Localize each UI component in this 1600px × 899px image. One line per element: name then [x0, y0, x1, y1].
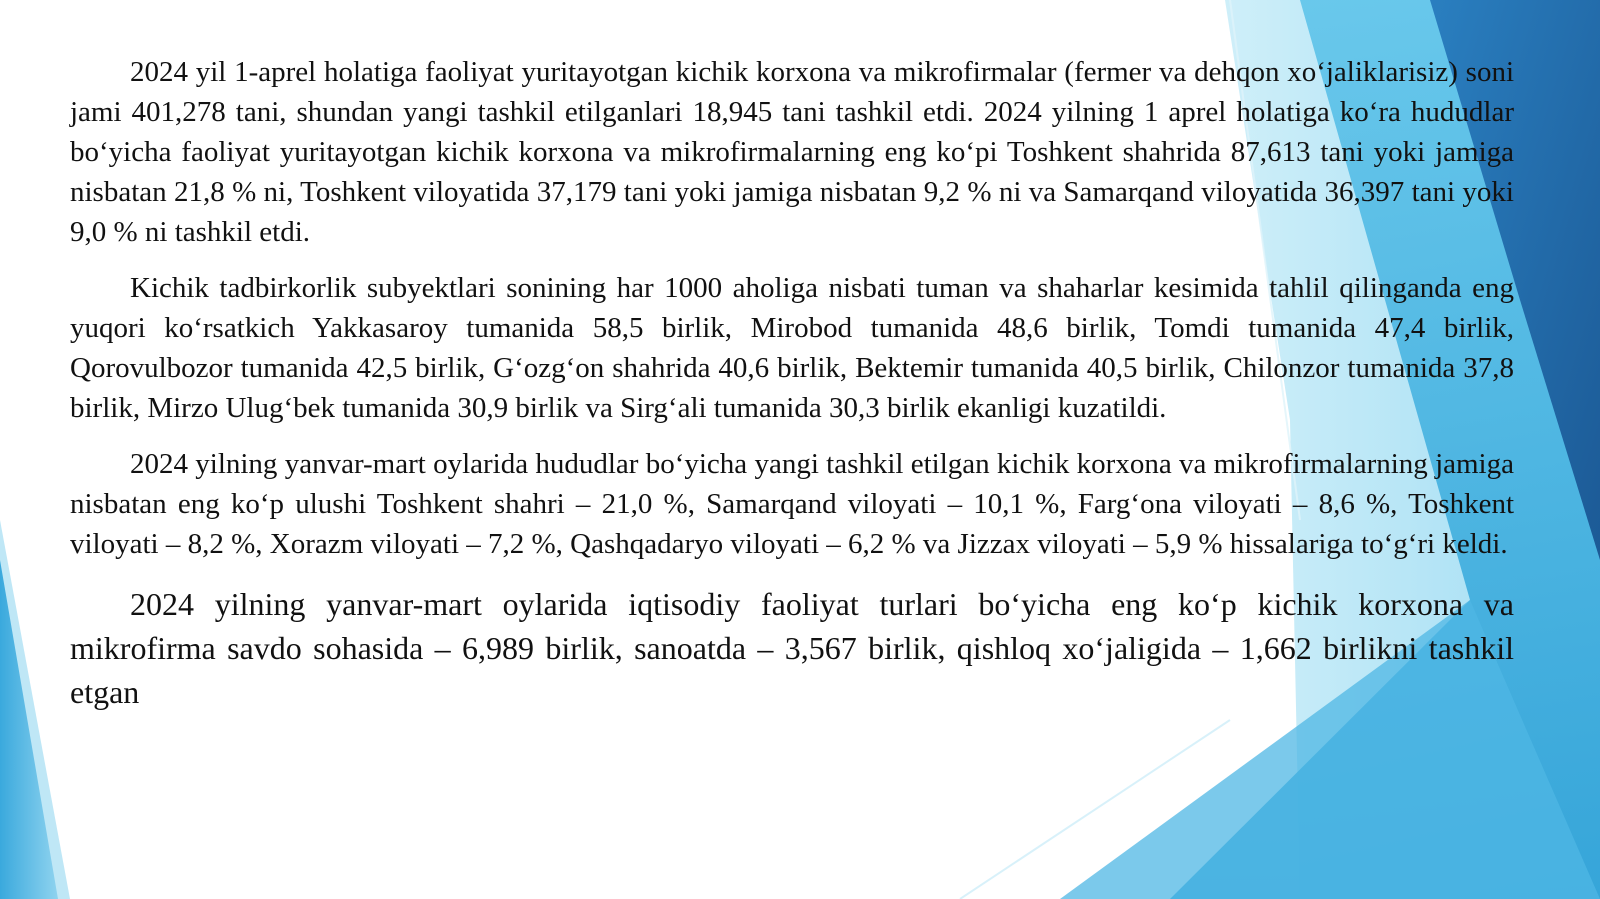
paragraph-new-enterprises-share: 2024 yilning yanvar-mart oylarida hududlar bo‘yicha yangi tashkil etilgan kichik korxona va mikrofirmalarning jamiga nisbatan eng ko‘p ulushi Toshkent shahri – 21,0 %, Samarqand viloyati – 10,1 %, Farg‘ona viloyati – 8,6 %, Toshkent viloyati – 8,2 %, Xorazm viloyati – 7,2 %, Qashqadaryo viloyati – 6,2 % va Jizzax viloyati – 5,9 % hissalariga to‘g‘ri keldi. — [70, 448, 1514, 560]
slide-text-body — [70, 52, 1514, 730]
paragraph-enterprises-count: 2024 yil 1-aprel holatiga faoliyat yuritayotgan kichik korxona va mikrofirmalar (fermer va dehqon xo‘jaliklarisiz) soni jami 401,278 tani, shundan yangi tashkil etilganlari 18,945 tani tashkil etdi. 2024 yilning 1 aprel holatiga ko‘ra hududlar bo‘yicha faoliyat yuritayotgan kichik korxona va mikrofirmalarning eng ko‘pi Toshkent shahrida 87,613 tani yoki jamiga nisbatan 21,8 % ni, Toshkent viloyatida 37,179 tani yoki jamiga nisbatan 9,2 % ni va Samarqand viloyatida 36,397 tani yoki 9,0 % ni tashkil etdi. — [70, 56, 1514, 248]
paragraph-per-1000-population: Kichik tadbirkorlik subyektlari sonining har 1000 aholiga nisbati tuman va shaharlar kesimida tahlil qilinganda eng yuqori ko‘rsatkich Yakkasaroy tumanida 58,5 birlik, Mirobod tumanida 48,6 birlik, Tomdi tumanida 47,4 birlik, Qorovulbozor tumanida 42,5 birlik, G‘ozg‘on shahrida 40,6 birlik, Bektemir tumanida 40,5 birlik, Chilonzor tumanida 37,8 birlik, Mirzo Ulug‘bek tumanida 30,9 birlik va Sirg‘ali tumanida 30,3 birlik ekanligi kuzatildi. — [70, 272, 1514, 424]
paragraph-economic-activity: 2024 yilning yanvar-mart oylarida iqtisodiy faoliyat turlari bo‘yicha eng ko‘p kichik korxona va mikrofirma savdo sohasida – 6,989 birlik, sanoatda – 3,567 birlik, qishloq xo‘jaligida – 1,662 birlikni tashkil etgan — [70, 586, 1514, 710]
